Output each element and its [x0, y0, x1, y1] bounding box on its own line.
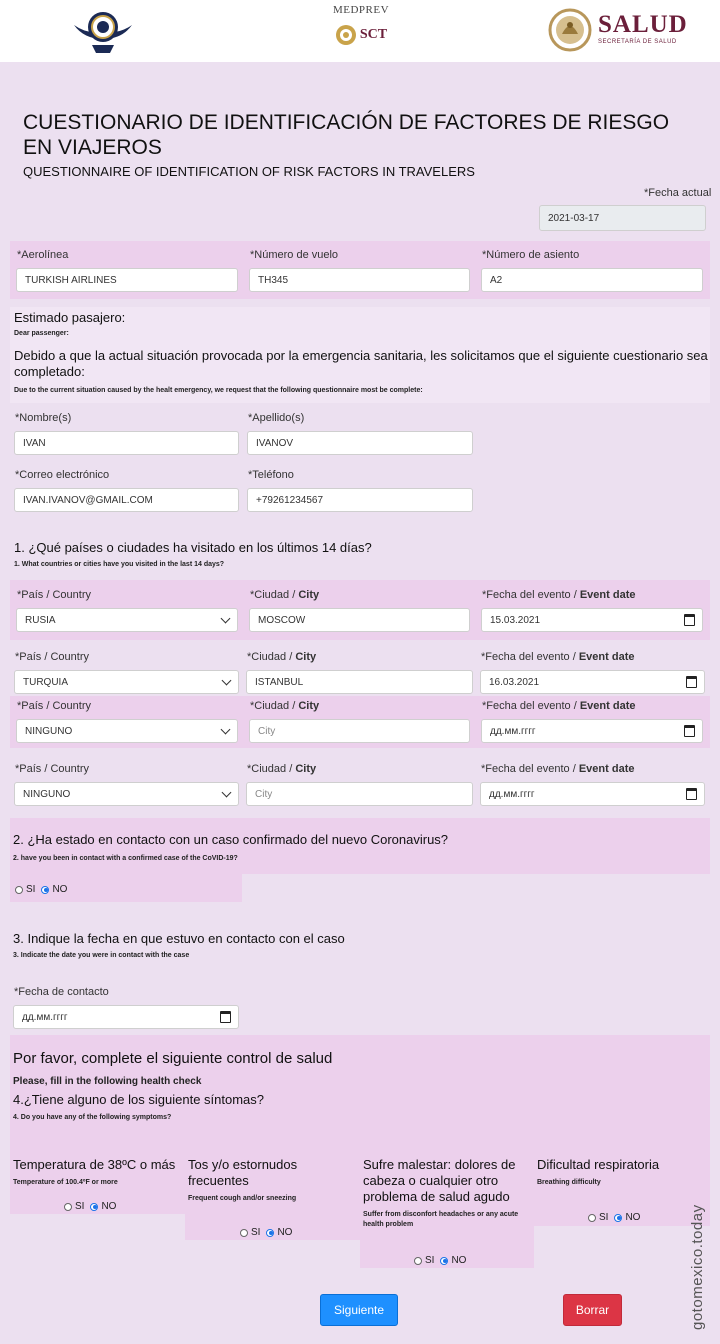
intro-message: Debido a que la actual situación provocada por la emergencia sanitaria, les solicitamos que el siguiente cuestionario sea completado: [14, 348, 708, 379]
page-title: CUESTIONARIO DE IDENTIFICACIÓN DE FACTORES DE RIESGO EN VIAJEROS [23, 111, 670, 159]
pais-label-3: *País / Country [17, 700, 91, 712]
symptom-3-subtitle: Suffer from disconfort headaches or any acute health problem [363, 1211, 519, 1228]
symptom-4-radio-group [588, 1212, 646, 1223]
ciudad-label-2: *Ciudad / City [247, 651, 317, 663]
calendar-icon[interactable] [686, 676, 697, 688]
correo-input[interactable]: IVAN.IVANOV@GMAIL.COM [14, 488, 239, 512]
symptom-2-title: Tos y/o estornudos frecuentes [188, 1157, 298, 1188]
fecha-actual-label: *Fecha actual [644, 187, 712, 199]
aerolinea-label: *Aerolínea [17, 249, 69, 261]
calendar-icon[interactable] [220, 1011, 231, 1023]
asiento-label: *Número de asiento [482, 249, 580, 261]
pais-label-2: *País / Country [15, 651, 89, 663]
q2-radio-group [15, 884, 73, 895]
vuelo-input[interactable]: TH345 [249, 268, 470, 292]
aviation-emblem-icon [72, 5, 134, 57]
symptom-1-subtitle: Temperature of 100.4ºF or more [13, 1179, 118, 1186]
ciudad-input-4[interactable]: City [246, 782, 473, 806]
symptom-4-title: Dificultad respiratoria [537, 1157, 660, 1172]
ciudad-input-2[interactable]: ISTANBUL [246, 670, 473, 694]
fecha-evento-label-1: *Fecha del evento / Event date [482, 589, 636, 601]
telefono-input[interactable]: +79261234567 [247, 488, 473, 512]
aerolinea-input[interactable]: TURKISH AIRLINES [16, 268, 238, 292]
chevron-down-icon [222, 788, 232, 798]
intro-message-en: Due to the current situation caused by the healt emergency, we request that the following questionnaire most be complete: [14, 387, 423, 394]
greeting: Estimado pasajero: [14, 310, 126, 325]
health-title-en: Please, fill in the following health check [13, 1076, 202, 1087]
sct-seal-icon [335, 24, 357, 46]
nombre-input[interactable]: IVAN [14, 431, 239, 455]
next-button[interactable]: Siguiente [320, 1294, 398, 1326]
calendar-icon[interactable] [684, 725, 695, 737]
symptom-1-radio-si[interactable]: SI [64, 1201, 84, 1212]
fecha-contacto-label: *Fecha de contacto [14, 986, 109, 998]
symptom-2-radio-si[interactable]: SI [240, 1227, 260, 1238]
symptom-1-radio-no[interactable]: NO [90, 1201, 116, 1212]
symptom-1-title: Temperatura de 38ºC o más [13, 1157, 176, 1172]
asiento-input[interactable]: A2 [481, 268, 703, 292]
medprev-text: MEDPREV [332, 4, 390, 16]
ciudad-label-4: *Ciudad / City [247, 763, 317, 775]
fecha-contacto-input[interactable]: дд.мм.гггг [13, 1005, 239, 1029]
fecha-actual-field[interactable]: 2021-03-17 [539, 205, 706, 231]
symptom-4-subtitle: Breathing difficulty [537, 1179, 601, 1186]
symptom-3-radio-group [414, 1255, 472, 1266]
symptom-2-radio-group [240, 1227, 298, 1238]
telefono-label: *Teléfono [248, 469, 294, 481]
q3-title: 3. Indique la fecha en que estuvo en contacto con el caso [13, 931, 345, 946]
pais-select-1[interactable]: RUSIA [16, 608, 238, 632]
symptom-2-radio-no[interactable]: NO [266, 1227, 292, 1238]
pais-select-2[interactable]: TURQUIA [14, 670, 239, 694]
vuelo-label: *Número de vuelo [250, 249, 339, 261]
medprev-sct-logo [326, 4, 396, 60]
salud-subtitle: SECRETARÍA DE SALUD [598, 39, 677, 45]
chevron-down-icon [221, 725, 231, 735]
salud-logo [548, 8, 698, 54]
clear-button[interactable]: Borrar [563, 1294, 622, 1326]
header-bar [0, 0, 720, 62]
fecha-evento-input-4[interactable]: дд.мм.гггг [480, 782, 705, 806]
greeting-en: Dear passenger: [14, 330, 69, 337]
ciudad-input-1[interactable]: MOSCOW [249, 608, 470, 632]
salud-text: SALUD [598, 11, 688, 38]
symptom-1-radio-group [64, 1201, 122, 1212]
mexico-coat-of-arms-icon [548, 8, 592, 52]
symptom-3-radio-si[interactable]: SI [414, 1255, 434, 1266]
sct-text: SCT [359, 27, 388, 42]
ciudad-label-1: *Ciudad / City [250, 589, 320, 601]
symptom-3-title: Sufre malestar: dolores de cabeza o cualquier otro problema de salud agudo [363, 1157, 516, 1204]
q3-subtitle: 3. Indicate the date you were in contact with the case [13, 952, 190, 959]
q2-title: 2. ¿Ha estado en contacto con un caso confirmado del nuevo Coronavirus? [13, 832, 449, 847]
ciudad-label-3: *Ciudad / City [250, 700, 320, 712]
symptom-3-radio-no[interactable]: NO [440, 1255, 466, 1266]
watermark-text: gotomexico.today [689, 1204, 706, 1330]
health-title: Por favor, complete el siguiente control de salud [13, 1050, 333, 1067]
symptom-2-subtitle: Frequent cough and/or sneezing [188, 1195, 297, 1202]
q1-subtitle: 1. What countries or cities have you visited in the last 14 days? [14, 561, 225, 568]
pais-label-1: *País / Country [17, 589, 91, 601]
fecha-evento-input-2[interactable]: 16.03.2021 [480, 670, 705, 694]
chevron-down-icon [222, 676, 232, 686]
fecha-evento-input-1[interactable]: 15.03.2021 [481, 608, 703, 632]
pais-label-4: *País / Country [15, 763, 89, 775]
q2-radio-si[interactable]: SI [15, 884, 35, 895]
page-subtitle: QUESTIONNAIRE OF IDENTIFICATION OF RISK FACTORS IN TRAVELERS [23, 164, 475, 179]
fecha-evento-label-4: *Fecha del evento / Event date [481, 763, 635, 775]
apellido-label: *Apellido(s) [248, 412, 305, 424]
calendar-icon[interactable] [686, 788, 697, 800]
fecha-evento-label-2: *Fecha del evento / Event date [481, 651, 635, 663]
apellido-input[interactable]: IVANOV [247, 431, 473, 455]
symptom-4-radio-no[interactable]: NO [614, 1212, 640, 1223]
q1-title: 1. ¿Qué países o ciudades ha visitado en los últimos 14 días? [14, 540, 372, 555]
q4-subtitle: 4. Do you have any of the following symptoms? [13, 1114, 172, 1121]
fecha-evento-input-3[interactable]: дд.мм.гггг [481, 719, 703, 743]
chevron-down-icon [221, 614, 231, 624]
q4-title: 4.¿Tiene alguno de los siguiente síntomas? [13, 1092, 265, 1107]
pais-select-3[interactable]: NINGUNO [16, 719, 238, 743]
symptom-4-radio-si[interactable]: SI [588, 1212, 608, 1223]
fecha-evento-label-3: *Fecha del evento / Event date [482, 700, 636, 712]
ciudad-input-3[interactable]: City [249, 719, 470, 743]
q2-subtitle: 2. have you been in contact with a confirmed case of the CoVID-19? [13, 855, 238, 862]
correo-label: *Correo electrónico [15, 469, 110, 481]
q2-radio-no[interactable]: NO [41, 884, 67, 895]
pais-select-4[interactable]: NINGUNO [14, 782, 239, 806]
nombre-label: *Nombre(s) [15, 412, 72, 424]
calendar-icon[interactable] [684, 614, 695, 626]
